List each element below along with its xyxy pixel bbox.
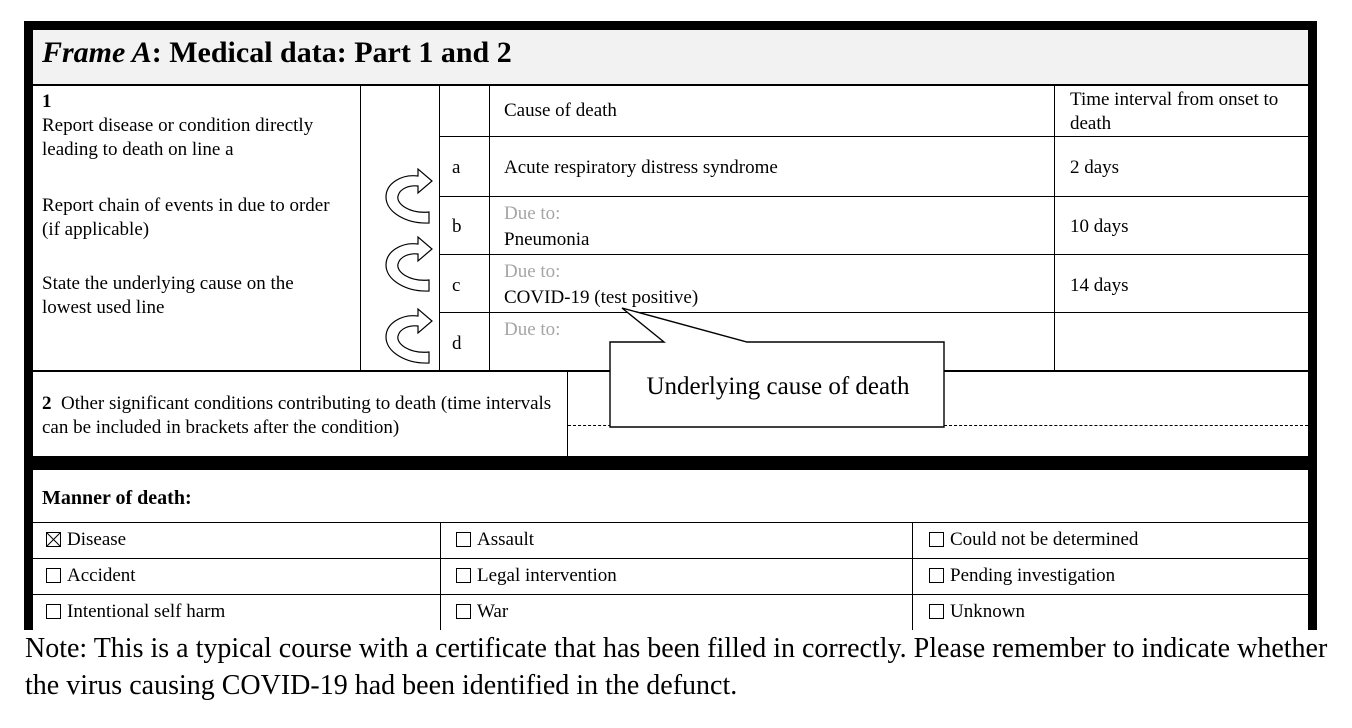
row-c-prefix: Due to:	[504, 261, 561, 282]
checkbox[interactable]	[456, 532, 471, 547]
row-a-letter: a	[452, 157, 461, 178]
checkbox[interactable]	[46, 568, 61, 583]
manner-option-assault[interactable]: Assault	[456, 528, 534, 552]
row-b-prefix: Due to:	[504, 203, 561, 224]
row-a-interval[interactable]: 2 days	[1070, 157, 1120, 178]
checkbox[interactable]	[929, 568, 944, 583]
manner-option-war[interactable]: War	[456, 600, 508, 624]
checkbox[interactable]	[929, 532, 944, 547]
manner-option-could-not-be-determined[interactable]: Could not be determined	[929, 528, 1138, 552]
manner-option-unknown[interactable]: Unknown	[929, 600, 1025, 624]
part1-number: 1	[42, 91, 52, 112]
curved-arrow-icon	[384, 306, 434, 366]
row-d-prefix: Due to:	[504, 319, 561, 340]
row-d-letter: d	[452, 333, 462, 354]
row-c-letter: c	[452, 275, 461, 296]
row-a-cause[interactable]: Acute respiratory distress syndrome	[504, 157, 778, 178]
manner-option-disease[interactable]: Disease	[46, 528, 126, 552]
part1-instruction-c: State the underlying cause on the lowest used line	[42, 273, 294, 318]
underlying-cause-callout	[600, 306, 960, 432]
manner-option-legal-intervention[interactable]: Legal intervention	[456, 564, 617, 588]
interval-column-header: Time interval from onset to death	[1070, 89, 1279, 134]
curved-arrow-icon	[384, 166, 434, 226]
curved-arrow-icon	[384, 234, 434, 294]
checkbox[interactable]	[456, 604, 471, 619]
part2-instruction: 2 Other significant conditions contributing to death (time intervals can be included in brackets after the condition)	[42, 393, 552, 438]
row-b-cause[interactable]: Pneumonia	[504, 229, 590, 250]
checkbox[interactable]	[46, 604, 61, 619]
row-c-cause[interactable]: COVID-19 (test positive)	[504, 287, 699, 308]
manner-option-pending-investigation[interactable]: Pending investigation	[929, 564, 1115, 588]
checkbox[interactable]	[929, 604, 944, 619]
callout-text: Underlying cause of death	[646, 373, 910, 400]
footnote: Note: This is a typical course with a certificate that has been filled in correctly. Please remember to indicate whether the virus causing COVID-19 had been identified in the defunct.	[25, 633, 1328, 701]
row-c-interval[interactable]: 14 days	[1070, 275, 1129, 296]
part1-instruction-a: Report disease or condition directly leading to death on line a	[42, 115, 314, 160]
cause-column-header: Cause of death	[504, 100, 617, 121]
checkbox[interactable]	[456, 568, 471, 583]
manner-option-accident[interactable]: Accident	[46, 564, 136, 588]
frame-title: Frame A: Medical data: Part 1 and 2	[42, 36, 512, 69]
manner-option-intentional-self-harm[interactable]: Intentional self harm	[46, 600, 225, 624]
row-b-letter: b	[452, 216, 462, 237]
checkbox-checked[interactable]	[46, 532, 61, 547]
row-b-interval[interactable]: 10 days	[1070, 216, 1129, 237]
part1-instruction-b: Report chain of events in due to order (if applicable)	[42, 195, 330, 240]
manner-title: Manner of death:	[42, 487, 192, 509]
